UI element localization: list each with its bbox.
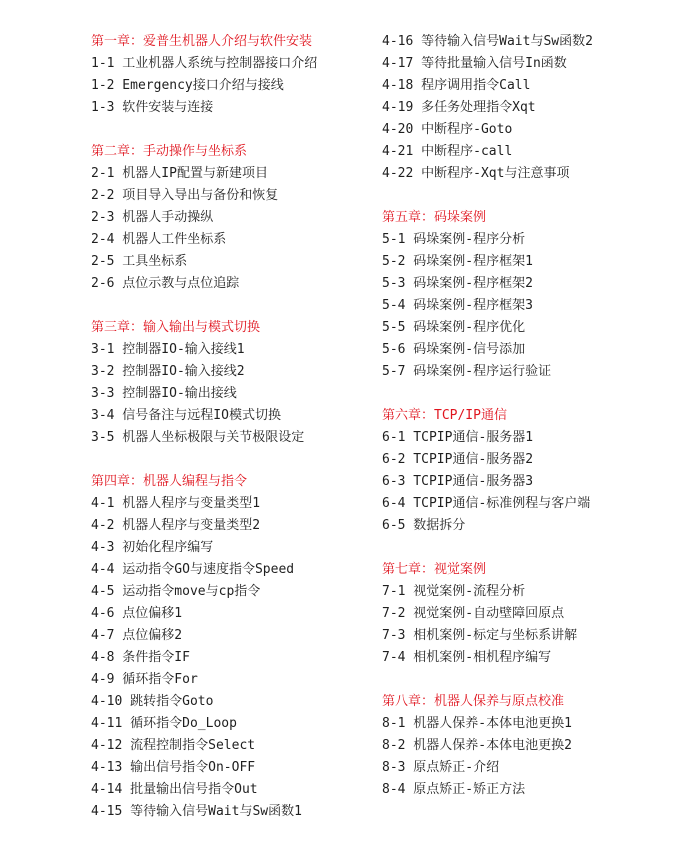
- list-item: 3-2 控制器IO-输入接线2: [91, 364, 245, 379]
- list-item: 4-5 运动指令move与cp指令: [91, 584, 261, 599]
- list-item: 5-2 码垛案例-程序框架1: [382, 254, 533, 269]
- list-item: 1-2 Emergency接口介绍与接线: [91, 78, 284, 93]
- chapter-7-title: 第七章：视觉案例: [382, 562, 487, 577]
- list-item: 4-11 循环指令Do_Loop: [91, 716, 237, 731]
- list-item: 4-8 条件指令IF: [91, 650, 190, 665]
- list-item: 1-1 工业机器人系统与控制器接口介绍: [91, 56, 318, 71]
- list-item: 4-4 运动指令GO与速度指令Speed: [91, 562, 295, 577]
- chapter-1-title: 第一章：爱普生机器人介绍与软件安装: [91, 34, 313, 49]
- chapter-3-title: 第三章：输入输出与模式切换: [91, 320, 261, 335]
- list-item: 8-4 原点矫正-矫正方法: [382, 782, 526, 797]
- list-item: 6-4 TCPIP通信-标准例程与客户端: [382, 496, 591, 511]
- list-item: 4-1 机器人程序与变量类型1: [91, 496, 261, 511]
- chapter-6-title: 第六章：TCP/IP通信: [382, 408, 507, 423]
- list-item: 4-20 中断程序-Goto: [382, 122, 513, 137]
- list-item: 4-13 输出信号指令On-OFF: [91, 760, 256, 775]
- section-spacer: [382, 383, 692, 405]
- list-item: 4-12 流程控制指令Select: [91, 738, 256, 753]
- list-item: 8-2 机器人保养-本体电池更换2: [382, 738, 572, 753]
- left-column: [91, 31, 376, 823]
- chapter-8-title: 第八章：机器人保养与原点校准: [382, 694, 565, 709]
- section-spacer: [91, 449, 376, 471]
- chapter-2-title: 第二章：手动操作与坐标系: [91, 144, 248, 159]
- list-item: 7-3 相机案例-标定与坐标系讲解: [382, 628, 578, 643]
- list-item: 6-2 TCPIP通信-服务器2: [382, 452, 534, 467]
- list-item: 4-2 机器人程序与变量类型2: [91, 518, 261, 533]
- list-item: 4-3 初始化程序编写: [91, 540, 214, 555]
- list-item: 4-6 点位偏移1: [91, 606, 183, 621]
- list-item: 4-21 中断程序-call: [382, 144, 513, 159]
- list-item: 3-1 控制器IO-输入接线1: [91, 342, 245, 357]
- list-item: 8-1 机器人保养-本体电池更换1: [382, 716, 572, 731]
- list-item: 6-5 数据拆分: [382, 518, 466, 533]
- list-item: 4-18 程序调用指令Call: [382, 78, 531, 93]
- list-item: 3-3 控制器IO-输出接线: [91, 386, 237, 401]
- section-spacer: [382, 537, 692, 559]
- section-spacer: [91, 119, 376, 141]
- section-spacer: [382, 185, 692, 207]
- list-item: 5-3 码垛案例-程序框架2: [382, 276, 533, 291]
- list-item: 5-5 码垛案例-程序优化: [382, 320, 526, 335]
- list-item: 2-6 点位示教与点位追踪: [91, 276, 240, 291]
- list-item: 4-9 循环指令For: [91, 672, 198, 687]
- list-item: 4-14 批量输出信号指令Out: [91, 782, 258, 797]
- list-item: 4-22 中断程序-Xqt与注意事项: [382, 166, 570, 181]
- right-column: [382, 31, 692, 801]
- list-item: 4-19 多任务处理指令Xqt: [382, 100, 536, 115]
- section-spacer: [91, 295, 376, 317]
- list-item: 5-6 码垛案例-信号添加: [382, 342, 526, 357]
- chapter-4-title: 第四章：机器人编程与指令: [91, 474, 248, 489]
- chapter-5-title: 第五章：码垛案例: [382, 210, 487, 225]
- list-item: 6-3 TCPIP通信-服务器3: [382, 474, 534, 489]
- list-item: 1-3 软件安装与连接: [91, 100, 214, 115]
- list-item: 2-1 机器人IP配置与新建项目: [91, 166, 268, 181]
- list-item: 3-5 机器人坐标极限与关节极限设定: [91, 430, 305, 445]
- list-item: 4-17 等待批量输入信号In函数: [382, 56, 567, 71]
- list-item: 3-4 信号备注与远程IO模式切换: [91, 408, 281, 423]
- list-item: 6-1 TCPIP通信-服务器1: [382, 430, 534, 445]
- list-item: 7-1 视觉案例-流程分析: [382, 584, 526, 599]
- list-item: 4-15 等待输入信号Wait与Sw函数1: [91, 804, 302, 819]
- list-item: 5-7 码垛案例-程序运行验证: [382, 364, 552, 379]
- list-item: 5-4 码垛案例-程序框架3: [382, 298, 533, 313]
- list-item: 4-10 跳转指令Goto: [91, 694, 214, 709]
- list-item: 7-2 视觉案例-自动壁障回原点: [382, 606, 565, 621]
- list-item: 5-1 码垛案例-程序分析: [382, 232, 526, 247]
- list-item: 2-5 工具坐标系: [91, 254, 188, 269]
- list-item: 8-3 原点矫正-介绍: [382, 760, 500, 775]
- list-item: 4-16 等待输入信号Wait与Sw函数2: [382, 34, 593, 49]
- list-item: 2-4 机器人工件坐标系: [91, 232, 227, 247]
- list-item: 2-3 机器人手动操纵: [91, 210, 214, 225]
- section-spacer: [382, 669, 692, 691]
- list-item: 7-4 相机案例-相机程序编写: [382, 650, 552, 665]
- list-item: 4-7 点位偏移2: [91, 628, 183, 643]
- list-item: 2-2 项目导入导出与备份和恢复: [91, 188, 279, 203]
